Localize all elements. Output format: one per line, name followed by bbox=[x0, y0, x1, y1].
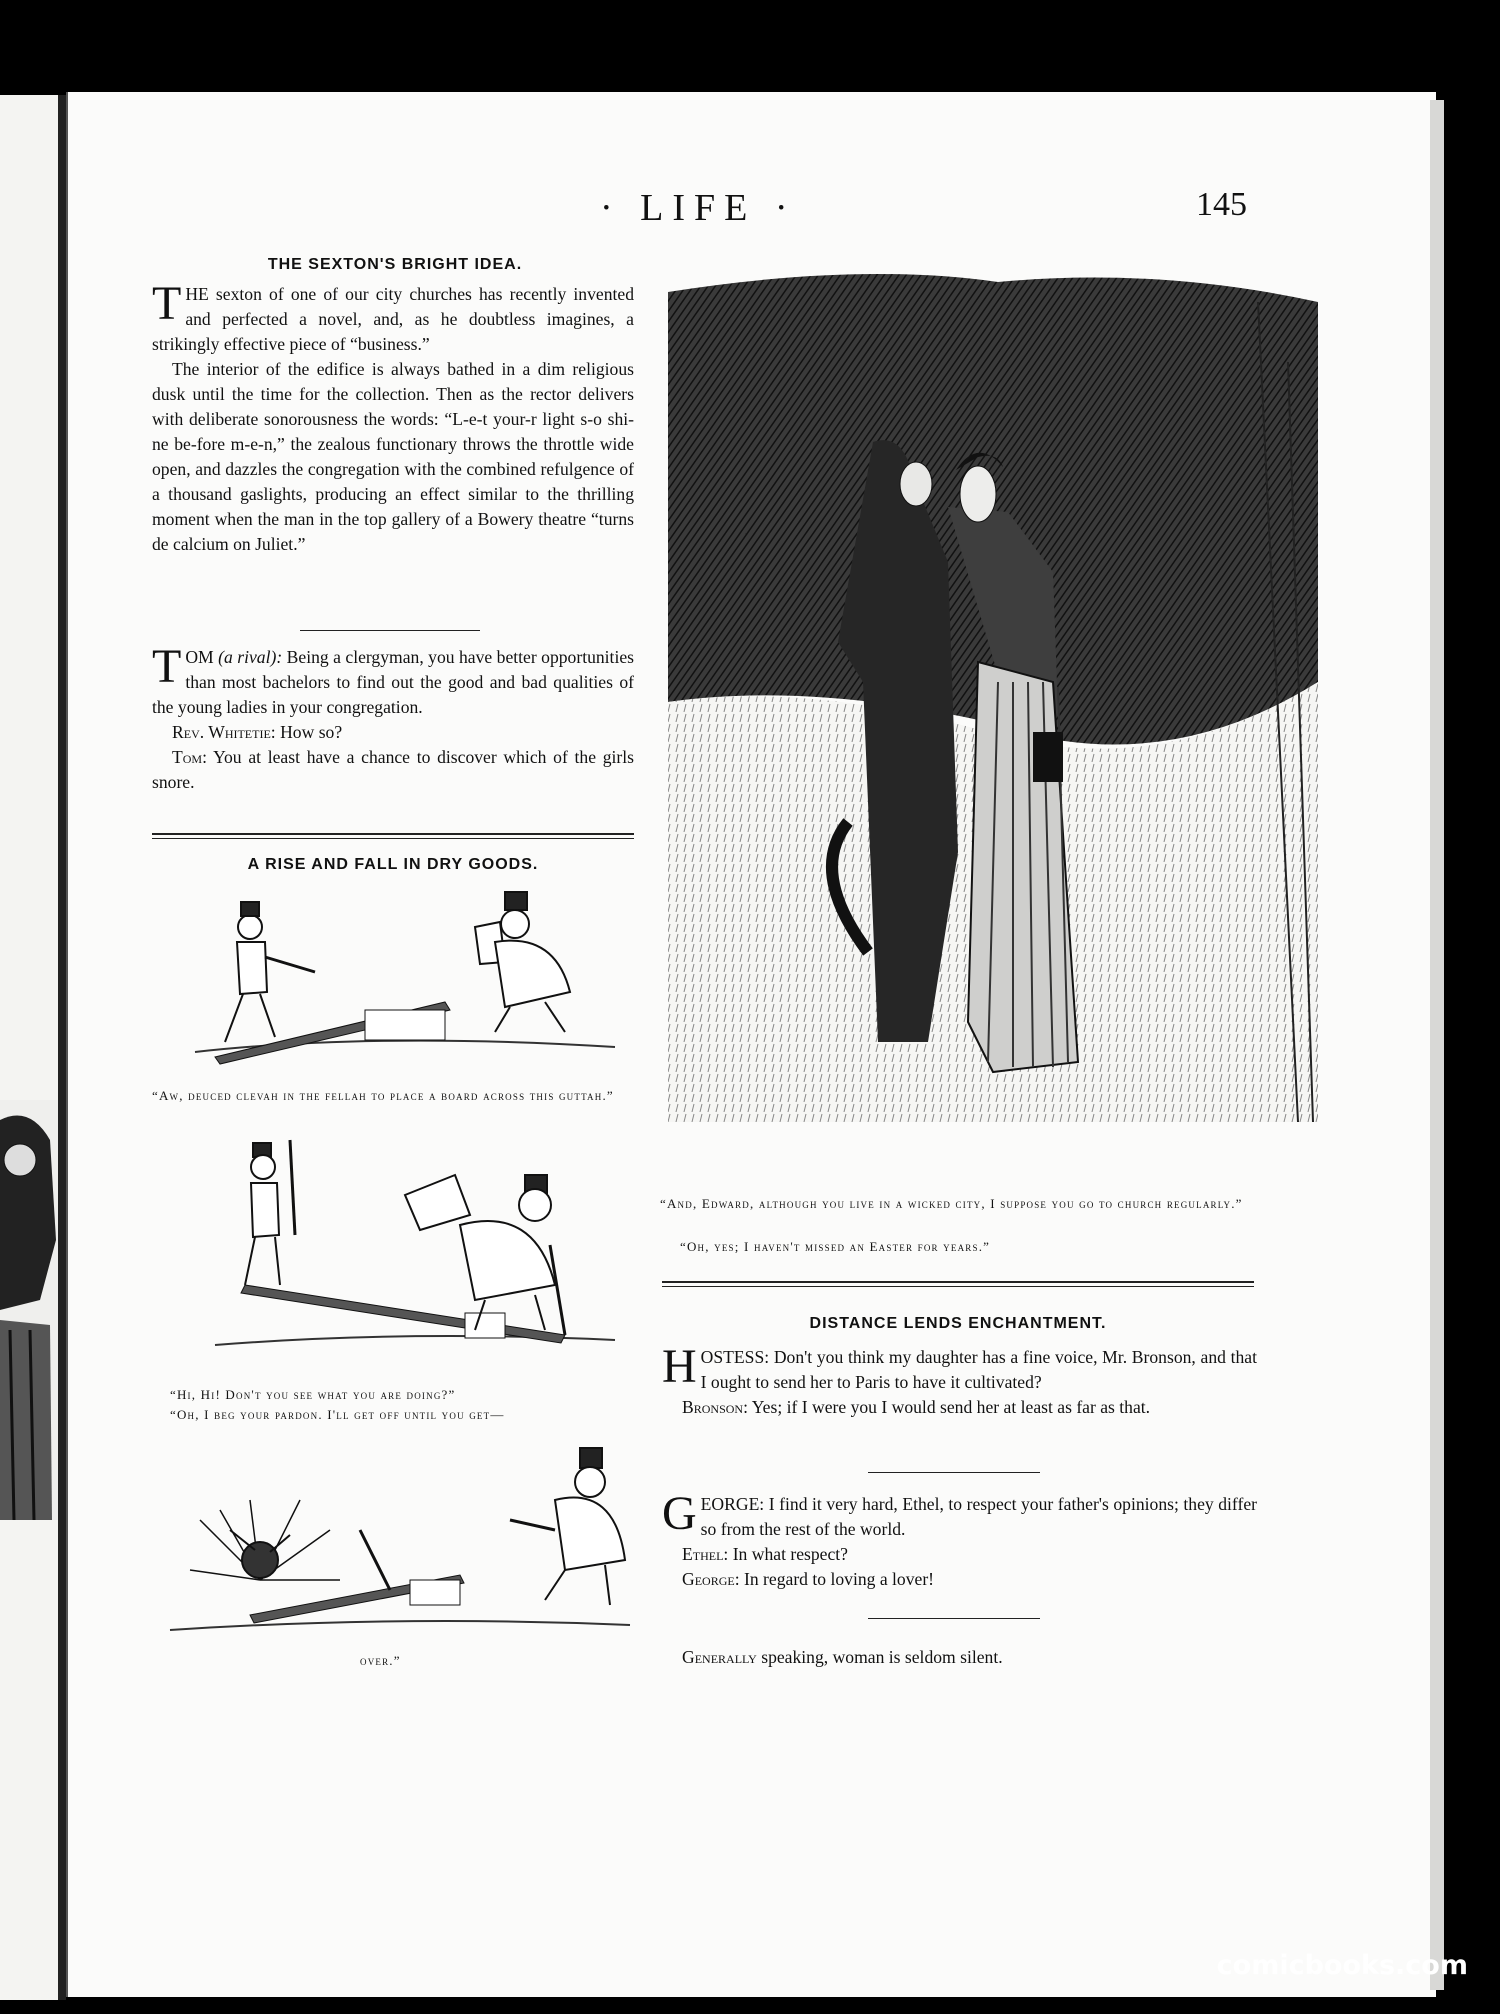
seesaw-cartoon-2 bbox=[205, 1135, 625, 1360]
cartoon-caption-3: over.” bbox=[360, 1653, 401, 1668]
sexton-paragraph-2: The interior of the edifice is always bathed in a dim religious dusk until the time for the collection. Then as the rector delivers with deliberate sonorousness the words: “L-e-t your-r light s-o shi-ne be-fore m-e-n,” the zealous functionary throws the throttle wide open, and dazzles the congregation with the combined refulgence of a thousand gaslights, producing an effect similar to the thrilling moment when the man in the top gallery of a Bowery theatre “turns de calcium on Juliet.” bbox=[152, 359, 634, 554]
line: How so? bbox=[280, 722, 343, 742]
line: speaking, woman is seldom silent. bbox=[761, 1647, 1003, 1667]
line: In what respect? bbox=[732, 1544, 848, 1564]
line: In regard to loving a lover! bbox=[744, 1569, 935, 1589]
tom-line-2 bbox=[152, 745, 634, 795]
cartoon-caption-1: “Aw, deuced clevah in the fellah to place a board across this guttah.” bbox=[152, 1088, 614, 1103]
easter-illustration bbox=[658, 262, 1328, 1192]
sexton-paragraph-1: HE sexton of one of our city churches has recently invented and perfected a novel, and, as he doubtless imagines, a strikingly effective piece of “business.” bbox=[152, 284, 634, 354]
speaker: George: bbox=[682, 1569, 740, 1589]
double-rule bbox=[152, 833, 634, 839]
easter-caption-2: “Oh, yes; I haven't missed an Easter for years.” bbox=[680, 1239, 991, 1254]
section-divider bbox=[300, 630, 480, 631]
stage-direction: (a rival): bbox=[218, 647, 283, 667]
cartoon-caption-2b: “Oh, I beg your pardon. I'll get off until you get— bbox=[170, 1407, 505, 1422]
speaker: Rev. Whitetie: bbox=[172, 722, 276, 742]
line: Don't you think my daughter has a fine voice, Mr. Bronson, and that I ought to send her to Paris to have it cultivated? bbox=[700, 1347, 1257, 1392]
bronson-line bbox=[662, 1395, 1257, 1420]
speaker: Ethel: bbox=[682, 1544, 729, 1564]
cartoon-caption-2a: “Hi, Hi! Don't you see what you are doing?” bbox=[170, 1387, 456, 1402]
section-divider bbox=[868, 1472, 1040, 1473]
double-rule bbox=[662, 1281, 1254, 1287]
distance-dialogue bbox=[662, 1340, 1257, 1420]
hostess-line bbox=[662, 1340, 1257, 1395]
line: I find it very hard, Ethel, to respect your father's opinions; they differ so from the rest of the world. bbox=[700, 1494, 1257, 1539]
sexton-article bbox=[152, 277, 634, 557]
page-edge bbox=[1430, 100, 1444, 1990]
speaker: OM bbox=[185, 647, 214, 667]
section-divider bbox=[868, 1618, 1040, 1619]
speaker: EORGE: bbox=[700, 1494, 765, 1514]
generally-line bbox=[682, 1645, 1262, 1670]
tom-dialogue bbox=[152, 640, 635, 795]
sexton-heading: THE SEXTON'S BRIGHT IDEA. bbox=[267, 256, 523, 273]
drop-cap: T bbox=[152, 640, 182, 693]
speaker: OSTESS: bbox=[700, 1347, 770, 1367]
george-dialogue bbox=[662, 1487, 1257, 1592]
ethel-line bbox=[662, 1542, 1257, 1567]
line: Being a clergyman, you have better opportunities than most bachelors to find out the good and bad qualities of the young ladies in your congregation. bbox=[152, 647, 634, 717]
speaker: Bronson: bbox=[682, 1397, 748, 1417]
line: Yes; if I were you I would send her at least as far as that. bbox=[751, 1397, 1151, 1417]
facing-page-edge bbox=[0, 95, 62, 2000]
rev-line bbox=[152, 720, 634, 745]
drop-cap: T bbox=[152, 277, 182, 330]
seesaw-cartoon-1 bbox=[175, 882, 625, 1072]
watermark: comicbooks.com bbox=[1216, 1950, 1468, 1981]
george-line bbox=[662, 1487, 1257, 1542]
drop-cap: H bbox=[662, 1340, 697, 1393]
line: You at least have a chance to discover which of the girls snore. bbox=[152, 747, 635, 792]
page-number: 145 bbox=[1196, 186, 1247, 223]
masthead: · LIFE · bbox=[600, 187, 797, 229]
speaker: Tom: bbox=[172, 747, 207, 767]
lead-word: Generally bbox=[682, 1647, 757, 1667]
distance-heading: DISTANCE LENDS ENCHANTMENT. bbox=[809, 1315, 1107, 1332]
page-gutter bbox=[58, 95, 66, 2000]
facing-page-illustration bbox=[0, 1100, 60, 1520]
drygoods-heading: A RISE AND FALL IN DRY GOODS. bbox=[247, 856, 539, 873]
tom-line-1 bbox=[152, 640, 634, 720]
seesaw-cartoon-3 bbox=[160, 1440, 640, 1645]
drop-cap: G bbox=[662, 1487, 697, 1540]
george-line-2 bbox=[662, 1567, 1257, 1592]
easter-caption-1: “And, Edward, although you live in a wicked city, I suppose you go to church regularly.” bbox=[660, 1196, 1243, 1211]
